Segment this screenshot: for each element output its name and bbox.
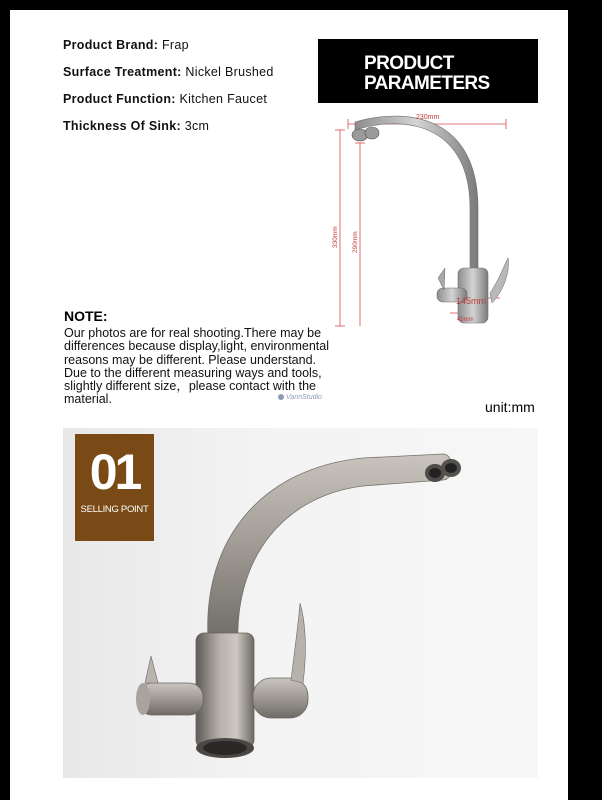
param-thickness-key: Thickness Of Sink:: [63, 119, 181, 133]
unit-label: unit:mm: [485, 399, 535, 415]
watermark: [278, 394, 322, 401]
product-page: [10, 10, 568, 800]
param-surface: [63, 65, 274, 79]
banner-line-1: PRODUCT: [364, 53, 454, 74]
dim-width-label: 230mm: [416, 114, 440, 121]
selling-point-badge: [75, 434, 154, 541]
dim-base-label: 45mm: [457, 317, 474, 323]
watermark-logo-icon: [278, 394, 284, 400]
param-surface-key: Surface Treatment:: [63, 65, 182, 79]
product-photo: [63, 428, 538, 778]
note-line: slightly different size，please contact with the: [64, 379, 316, 394]
param-thickness-value: 3cm: [184, 119, 210, 133]
param-thickness: [63, 119, 209, 133]
param-function: [63, 92, 267, 106]
note-line: Our photos are for real shooting.There may be: [64, 326, 322, 340]
badge-number: 01: [89, 444, 140, 500]
dimension-diagram: [320, 108, 538, 338]
note-title: NOTE:: [64, 308, 108, 324]
param-brand-value: Frap: [161, 38, 189, 52]
dim-height-spout-label: 290mm: [352, 231, 359, 253]
param-brand-key: Product Brand:: [63, 38, 159, 52]
note-line: Due to the different measuring ways and tools,: [64, 365, 322, 380]
watermark-text: VannStudio: [286, 394, 322, 401]
param-surface-value: Nickel Brushed: [185, 65, 274, 79]
dim-height-total-label: 330mm: [332, 226, 339, 248]
note-line: reasons may be different. Please understand.: [64, 352, 317, 367]
note-line: differences because display,light, environmental: [64, 339, 329, 354]
param-brand: [63, 38, 189, 52]
param-function-key: Product Function:: [63, 92, 176, 106]
note-line: material.: [64, 392, 112, 407]
banner-line-2: PARAMETERS: [364, 73, 490, 94]
badge-label: SELLING POINT: [80, 504, 149, 515]
dim-handle-span-label: 145mm: [456, 296, 487, 306]
product-parameters-banner: [318, 39, 538, 103]
param-function-value: Kitchen Faucet: [179, 92, 268, 106]
